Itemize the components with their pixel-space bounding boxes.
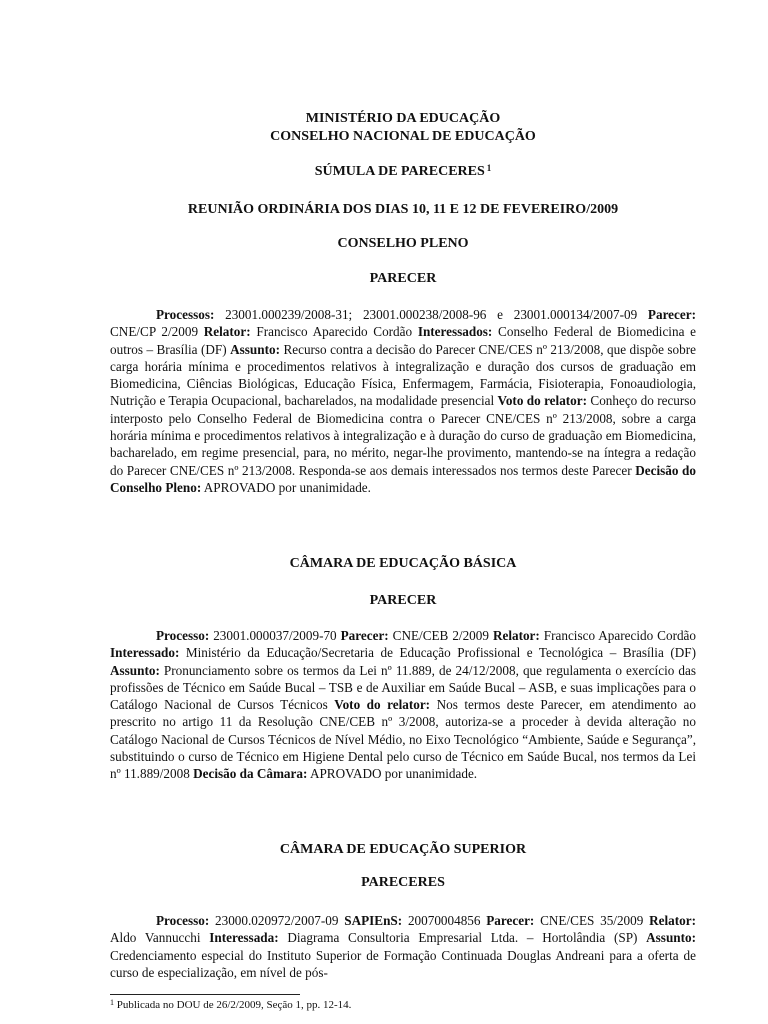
meeting-heading: REUNIÃO ORDINÁRIA DOS DIAS 10, 11 E 12 DE FEVEREIRO/2009 xyxy=(187,202,619,217)
label-parecer: Parecer: xyxy=(486,913,535,928)
label-relator: Relator: xyxy=(649,913,696,928)
label-relator: Relator: xyxy=(203,324,251,340)
entry-text: 23001.000239/2008-31; 23001.000238/2008-96 e 23001.000134/2007-09 xyxy=(214,307,648,322)
section-title-ceb: CÂMARA DE EDUCAÇÃO BÁSICA xyxy=(289,556,517,571)
entry-text: APROVADO por unanimidade. xyxy=(307,766,478,782)
entry-text: APROVADO por unanimidade. xyxy=(201,479,371,495)
ministry-heading: MINISTÉRIO DA EDUCAÇÃO xyxy=(305,111,501,126)
entry-text: Ministério da Educação/Secretaria de Educação Profissional e Tecnológica – Brasília (DF) xyxy=(179,645,696,661)
label-assunto: Assunto: xyxy=(646,930,696,946)
entry-text: CNE/CP 2/2009 xyxy=(110,324,204,340)
section-subtitle-parecer: PARECER xyxy=(369,593,437,608)
entry-text: Conheço do recurso interposto pelo Conselho Federal de Biomedicina contra o Parecer CNE/CES nº 213/2008, sobre a carga horária mínima e procedimentos relativos à integralização e à duração do curso de graduação em Biomedicina, bacharelado, em regime presencial, para, no mérito, negar-lhe provimento, mantendo-se na íntegra a redação do Parecer CNE/CES nº 213/2008. Responda-se aos demais interessados nos termos deste Parecer xyxy=(110,393,697,478)
label-relator: Relator: xyxy=(492,628,540,643)
label-processo: Processo: xyxy=(156,628,210,643)
entry-text: Conselho Federal de Biomedicina e outros – Brasília (DF) xyxy=(110,324,696,357)
label-parecer: Parecer: xyxy=(340,628,389,643)
section-subtitle-parecer: PARECER xyxy=(369,271,437,286)
entry-text: CNE/CES 35/2009 xyxy=(534,913,650,928)
label-voto: Voto do relator: xyxy=(334,697,431,713)
entry-text: 23000.020972/2007-09 xyxy=(209,913,345,928)
label-interessada: Interessada: xyxy=(209,930,279,946)
parecer-entry-ceb xyxy=(110,627,696,783)
parecer-entry-ces xyxy=(110,912,696,982)
entry-text: Credenciamento especial do Instituto Superior de Formação Continuada Douglas Andreani para a oferta de curso de especialização, em nível de pós- xyxy=(110,947,696,980)
summary-title-text: SÚMULA DE PARECERES xyxy=(314,164,485,179)
council-heading: CONSELHO NACIONAL DE EDUCAÇÃO xyxy=(270,129,536,144)
label-assunto: Assunto: xyxy=(230,341,280,357)
label-parecer: Parecer: xyxy=(647,307,696,322)
entry-text: Nos termos deste Parecer, em atendimento ao prescrito no artigo 11 da Resolução CNE/CEB nº 3/2008, autoriza-se a proceder à devida alteração no Catálogo Nacional de Cursos Técnicos de Nível Médio, no Eixo Tecnológico “Ambiente, Saúde e Segurança”, substituindo o curso de Técnico em Higiene Dental pelo curso de Técnico em Saúde Bucal, nos termos da Lei nº 11.889/2008 xyxy=(110,697,697,782)
entry-text: 23001.000037/2009-70 xyxy=(209,628,341,643)
label-interessados: Interessados: xyxy=(417,324,493,340)
parecer-entry-cp xyxy=(110,306,696,496)
summary-title xyxy=(110,162,696,181)
label-decisao: Decisão da Câmara: xyxy=(193,766,308,782)
footnote xyxy=(110,998,351,1012)
footnote-divider xyxy=(110,994,300,995)
entry-text: Francisco Aparecido Cordão xyxy=(539,628,696,643)
label-decisao: Decisão do Conselho Pleno: xyxy=(110,462,696,495)
entry-text: CNE/CEB 2/2009 xyxy=(388,628,493,643)
footnote-text: Publicada no DOU de 26/2/2009, Seção 1, pp. 12-14. xyxy=(114,999,352,1011)
label-processo: Processo: xyxy=(156,913,210,928)
label-assunto: Assunto: xyxy=(110,662,160,678)
entry-text: Francisco Aparecido Cordão xyxy=(250,324,418,340)
entry-text: Recurso contra a decisão do Parecer CNE/CES nº 213/2008, que dispõe sobre carga horária mínima e procedimentos relativos à integralização e duração dos cursos de graduação em Biomedicina, Ciências Biológicas, Educação Física, Enfermagem, Farmácia, Fisioterapia, Fonoaudiologia, Nutrição e Terapia Ocupacional, bacharelados, na modalidade presencial xyxy=(110,341,696,409)
section-subtitle-pareceres: PARECERES xyxy=(361,875,445,890)
label-voto: Voto do relator: xyxy=(497,393,588,409)
label-interessado: Interessado: xyxy=(110,645,180,661)
entry-text: Aldo Vannucchi xyxy=(110,930,210,946)
section-title-ces: CÂMARA DE EDUCAÇÃO SUPERIOR xyxy=(279,842,527,857)
footnote-mark: 1 xyxy=(110,998,114,1007)
footnote-ref[interactable]: 1 xyxy=(486,163,492,173)
entry-text: 20070004856 xyxy=(402,913,487,928)
entry-text: Pronunciamento sobre os termos da Lei nº 11.889, de 24/12/2008, que regulamenta o exercício das profissões de Técnico em Saúde Bucal – TSB e de Auxiliar em Saúde Bucal – ASB, e suas implicações para o Catálogo Nacional de Cursos Técnicos xyxy=(110,662,696,713)
label-processos: Processos: xyxy=(156,307,215,322)
label-sapiens: SAPIEnS: xyxy=(344,913,403,928)
entry-text: Diagrama Consultoria Empresarial Ltda. – Hortolândia (SP) xyxy=(278,930,647,946)
section-title-conselho-pleno: CONSELHO PLENO xyxy=(337,236,469,251)
